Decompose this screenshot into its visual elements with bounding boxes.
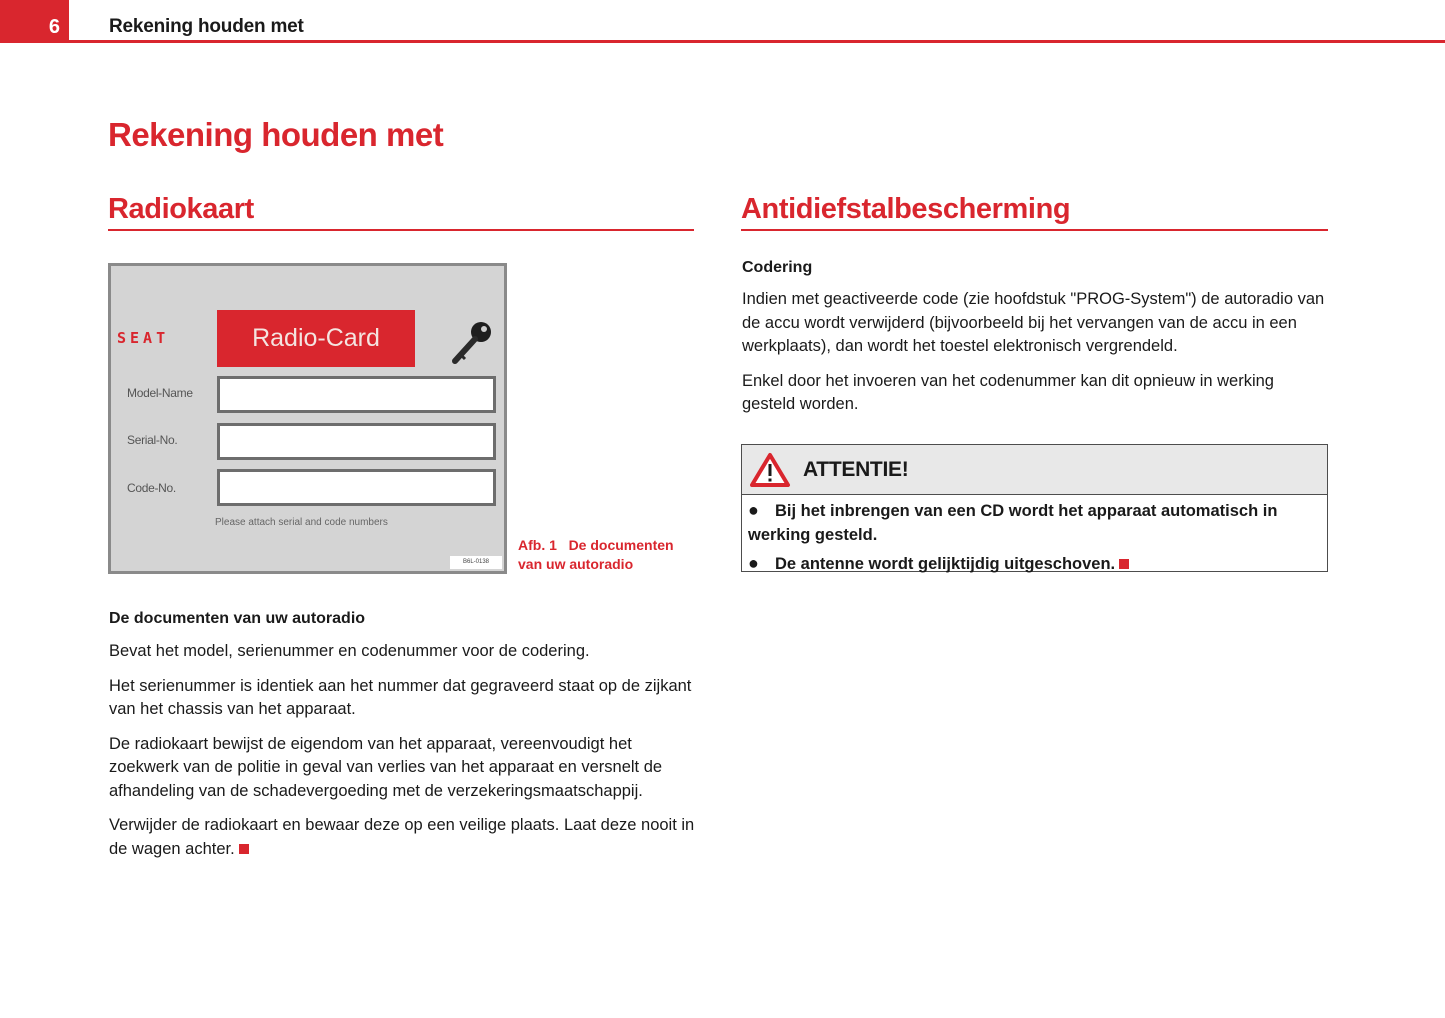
end-of-section-marker [1119, 559, 1129, 569]
running-header-title: Rekening houden met [109, 16, 304, 37]
left-paragraph: De radiokaart bewijst de eigendom van het apparaat, vereenvoudigt het zoekwerk van de politie in geval van verlies van het apparaat en versnelt de afhandeling van de schadevergoeding met de verzekeringsmaatschappij. [109, 734, 663, 800]
warning-list [742, 495, 1327, 576]
seat-logo: SEAT [117, 329, 170, 347]
section-rule-right [741, 229, 1328, 231]
serial-no-label: Serial-No. [127, 433, 178, 447]
warning-triangle-icon [749, 452, 791, 488]
warning-header [742, 445, 1327, 495]
right-subheading: Codering [742, 259, 813, 276]
radio-card-banner: Radio-Card [217, 310, 415, 367]
caption-label: Afb. 1 [518, 537, 557, 553]
chapter-title: Rekening houden met [108, 116, 444, 153]
left-body [109, 610, 699, 861]
section-rule-left [108, 229, 694, 231]
warning-title: ATTENTIE! [803, 457, 909, 481]
figure-ref-tag: B6L-0138 [450, 556, 502, 569]
section-title-antidiefstal: Antidiefstalbescherming [741, 193, 1071, 225]
serial-no-field [217, 423, 496, 460]
header-rule [69, 40, 1445, 43]
warning-item [748, 498, 1321, 547]
model-name-label: Model-Name [127, 386, 193, 400]
right-body [742, 259, 1328, 417]
model-name-field [217, 376, 496, 413]
page-number: 6 [0, 0, 69, 43]
left-paragraph-text: Verwijder de radiokaart en bewaar deze op een veilige plaats. Laat deze nooit in de wagen achter. [109, 816, 695, 858]
left-paragraph-last [109, 814, 699, 861]
code-no-field [217, 469, 496, 506]
bullet-icon: ● [748, 500, 759, 520]
right-paragraph: Enkel door het invoeren van het codenummer kan dit opnieuw in werking gesteld worden. [742, 371, 1274, 413]
warning-item-text: Bij het inbrengen van een CD wordt het apparaat automatisch in werking gesteld. [748, 502, 1278, 544]
code-no-label: Code-No. [127, 481, 176, 495]
end-of-section-marker [239, 844, 249, 854]
bullet-icon: ● [748, 553, 759, 573]
warning-box [741, 444, 1328, 572]
left-subheading: De documenten van uw autoradio [109, 610, 366, 627]
caption-text: De documenten van uw autoradio [518, 537, 674, 572]
figure-note: Please attach serial and code numbers [215, 517, 388, 528]
warning-item [748, 551, 1321, 576]
radio-card-figure [108, 263, 507, 574]
section-title-radiokaart: Radiokaart [108, 193, 254, 225]
figure-caption [518, 536, 698, 574]
left-paragraph: Bevat het model, serienummer en codenummer voor de codering. [109, 642, 590, 660]
warning-item-text: De antenne wordt gelijktijdig uitgeschoven. [775, 555, 1116, 573]
left-paragraph: Het serienummer is identiek aan het nummer dat gegraveerd staat op de zijkant van het chassis van het apparaat. [109, 676, 692, 718]
right-paragraph: Indien met geactiveerde code (zie hoofdstuk "PROG-System") de autoradio van de accu wordt verwijderd (bijvoorbeeld bij het vervangen van de accu in een werkplaats), dan wordt het toestel elektronisch vergrendeld. [742, 290, 1325, 355]
key-icon [447, 318, 497, 368]
